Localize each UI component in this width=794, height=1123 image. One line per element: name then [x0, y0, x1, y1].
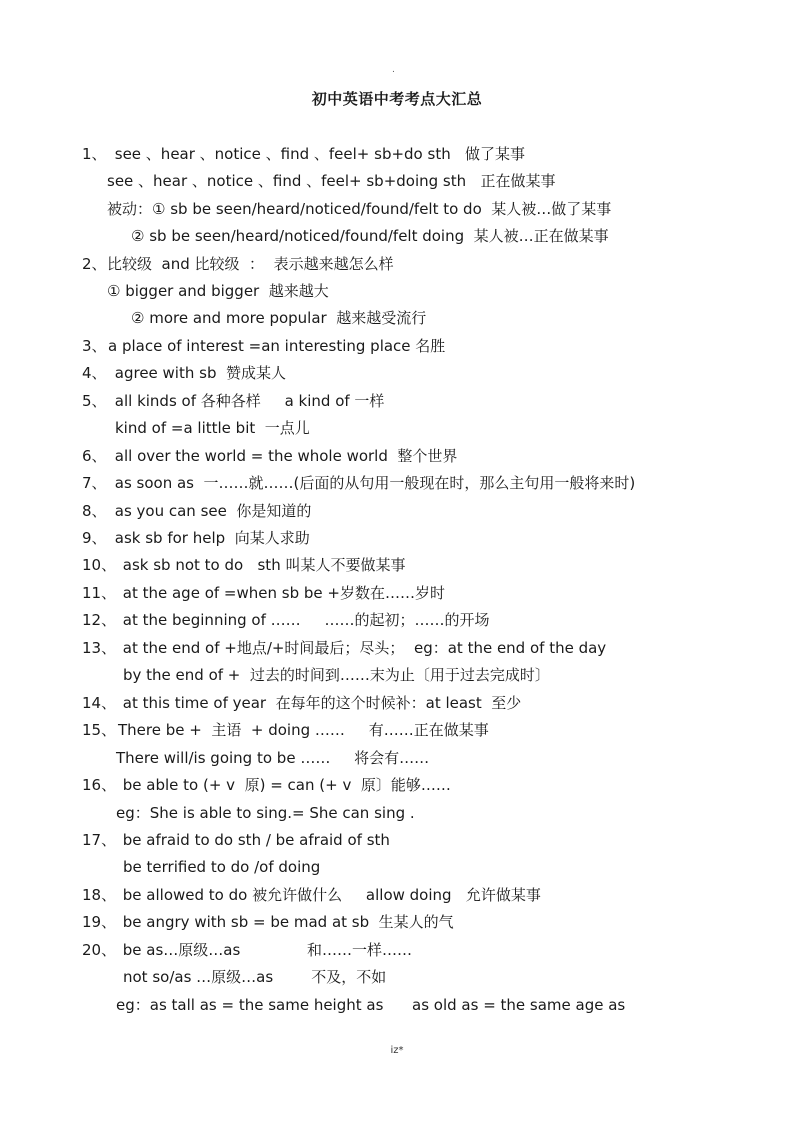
item-number: 17、: [82, 831, 117, 849]
item-text: see 、hear 、notice 、find 、feel+ sb+do sth 做了某事: [110, 145, 526, 163]
list-item: [0, 748, 430, 768]
list-item: [0, 885, 541, 905]
item-text: be afraid to do sth / be afraid of sth: [118, 831, 390, 849]
item-text: There be + 主语 + doing …… 有……正在做某事: [118, 721, 489, 739]
item-text: be terrified to do /of doing: [123, 858, 321, 876]
item-number: 14、: [82, 694, 117, 712]
item-text: at the end of +地点/+时间最后；尽头； eg：at the end of the day: [118, 639, 607, 657]
item-text: agree with sb 赞成某人: [110, 364, 287, 382]
list-item: [0, 199, 612, 219]
item-number: 5、: [82, 392, 107, 410]
list-item: [0, 144, 526, 164]
item-text: at the beginning of …… ……的起初；……的开场: [118, 611, 490, 629]
list-item: [0, 610, 490, 630]
item-text: eg：as tall as = the same height as as old as = the same age as: [116, 996, 626, 1014]
item-text: by the end of + 过去的时间到……末为止〔用于过去完成时〕: [123, 666, 550, 684]
item-text: ① bigger and bigger 越来越大: [107, 282, 329, 300]
list-item: [0, 308, 427, 328]
item-number: 10、: [82, 556, 117, 574]
item-text: all over the world = the whole world 整个世界: [110, 447, 458, 465]
item-text: There will/is going to be …… 将会有……: [116, 749, 430, 767]
list-item: [0, 857, 321, 877]
list-item: [0, 473, 636, 493]
item-text: ② more and more popular 越来越受流行: [131, 309, 427, 327]
header-mark: .: [392, 65, 395, 75]
list-item: [0, 336, 446, 356]
list-item: [0, 803, 415, 823]
list-item: [0, 528, 310, 548]
list-item: [0, 693, 522, 713]
item-text: all kinds of 各种各样 a kind of 一样: [110, 392, 385, 410]
item-number: 13、: [82, 639, 117, 657]
list-item: [0, 446, 458, 466]
item-text: at this time of year 在每年的这个时候补：at least 至少: [118, 694, 522, 712]
item-number: 7、: [82, 474, 107, 492]
item-text: as you can see 你是知道的: [110, 502, 312, 520]
item-number: 15、: [82, 721, 117, 739]
item-number: 12、: [82, 611, 117, 629]
list-item: [0, 775, 451, 795]
item-number: 20、: [82, 941, 117, 959]
list-item: [0, 281, 329, 301]
list-item: [0, 363, 287, 383]
list-item: [0, 940, 413, 960]
item-number: 18、: [82, 886, 117, 904]
list-item: [0, 665, 550, 685]
list-item: [0, 912, 454, 932]
page-title: 初中英语中考考点大汇总: [311, 90, 483, 108]
item-text: eg：She is able to sing.= She can sing .: [116, 804, 415, 822]
item-text: be as…原级…as 和……一样……: [118, 941, 413, 959]
item-number: 3、: [82, 337, 107, 355]
item-number: 6、: [82, 447, 107, 465]
item-number: 8、: [82, 502, 107, 520]
item-text: ② sb be seen/heard/noticed/found/felt doing 某人被…正在做某事: [131, 227, 609, 245]
item-text: be able to (+ v 原) = can (+ v 原〕能够……: [118, 776, 451, 794]
list-item: [0, 583, 445, 603]
item-number: 11、: [82, 584, 117, 602]
list-item: [0, 226, 609, 246]
item-text: a place of interest =an interesting place 名胜: [108, 337, 446, 355]
item-text: as soon as 一……就……(后面的从句用一般现在时，那么主句用一般将来时): [110, 474, 636, 492]
item-number: 4、: [82, 364, 107, 382]
list-item: [0, 967, 387, 987]
item-text: kind of =a little bit 一点儿: [115, 419, 310, 437]
item-number: 16、: [82, 776, 117, 794]
item-text: not so/as …原级…as 不及，不如: [123, 968, 387, 986]
list-item: [0, 720, 489, 740]
list-item: [0, 638, 607, 658]
item-text: be allowed to do 被允许做什么 allow doing 允许做某事: [118, 886, 541, 904]
item-text: ask sb for help 向某人求助: [110, 529, 310, 547]
item-text: ask sb not to do sth 叫某人不要做某事: [118, 556, 406, 574]
list-item: [0, 391, 385, 411]
item-number: 9、: [82, 529, 107, 547]
list-item: [0, 418, 310, 438]
item-number: 1、: [82, 145, 107, 163]
item-text: 被动：① sb be seen/heard/noticed/found/felt to do 某人被…做了某事: [107, 200, 612, 218]
list-item: [0, 830, 390, 850]
item-number: 2、: [82, 255, 107, 273]
item-text: see 、hear 、notice 、find 、feel+ sb+doing sth 正在做某事: [107, 172, 556, 190]
item-text: at the age of =when sb be +岁数在……岁时: [118, 584, 445, 602]
item-number: 19、: [82, 913, 117, 931]
list-item: [0, 171, 556, 191]
item-text: be angry with sb = be mad at sb 生某人的气: [118, 913, 454, 931]
list-item: [0, 995, 626, 1015]
list-item: [0, 555, 406, 575]
list-item: [0, 501, 312, 521]
page-footer-mark: iz*: [390, 1045, 404, 1056]
item-text: 比较级 and 比较级 ： 表示越来越怎么样: [107, 255, 394, 273]
list-item: [0, 254, 394, 274]
